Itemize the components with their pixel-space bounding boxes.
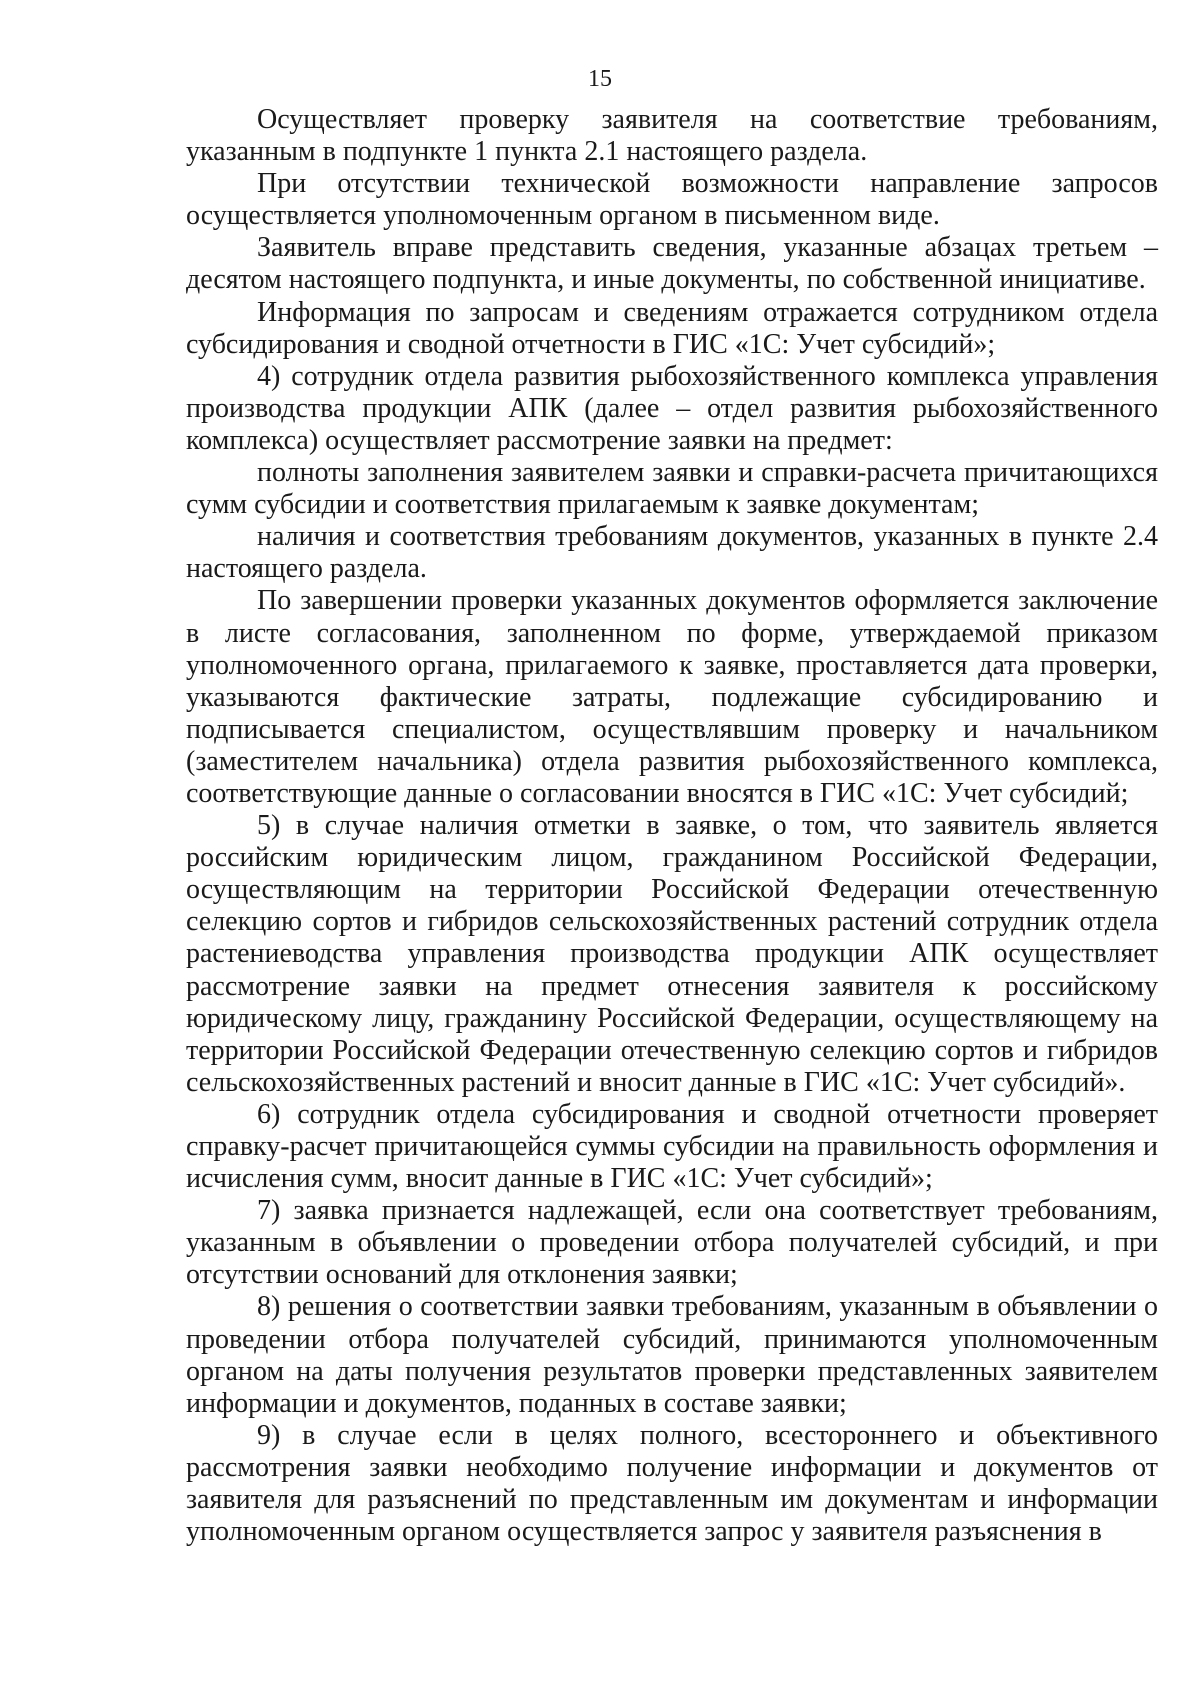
paragraph: По завершении проверки указанных документов оформляется заключение в листе согласования, заполненном по форме, утверждаемой приказом уполномоченного органа, прилагаемого к заявке, проставляется дата проверки, указываются фактические затраты, подлежащие субсидированию и подписывается специалистом, осуществлявшим проверку и начальником (заместителем начальника) отдела развития рыбохозяйственного комплекса, соответствующие данные о согласовании вносятся в ГИС «1С: Учет субсидий;: [186, 585, 1158, 809]
paragraph: полноты заполнения заявителем заявки и справки-расчета причитающихся сумм субсидии и соответствия прилагаемым к заявке документам;: [186, 457, 1158, 521]
paragraph: Информация по запросам и сведениям отражается сотрудником отдела субсидирования и сводной отчетности в ГИС «1С: Учет субсидий»;: [186, 296, 1158, 360]
page-number: 15: [588, 66, 612, 92]
paragraph: Заявитель вправе представить сведения, указанные абзацах третьем – десятом настоящего подпункта, и иные документы, по собственной инициативе.: [186, 232, 1158, 296]
paragraph: 5) в случае наличия отметки в заявке, о том, что заявитель является российским юридическим лицом, гражданином Российской Федерации, осуществляющим на территории Российской Федерации отечественную селекцию сортов и гибридов сельскохозяйственных растений сотрудник отдела растениеводства управления производства продукции АПК осуществляет рассмотрение заявки на предмет отнесения заявителя к российскому юридическому лицу, гражданину Российской Федерации, осуществляющему на территории Российской Федерации отечественную селекцию сортов и гибридов сельскохозяйственных растений и вносит данные в ГИС «1С: Учет субсидий».: [186, 810, 1158, 1098]
paragraph: 4) сотрудник отдела развития рыбохозяйственного комплекса управления производства продукции АПК (далее – отдел развития рыбохозяйственного комплекса) осуществляет рассмотрение заявки на предмет:: [186, 360, 1158, 456]
paragraph: При отсутствии технической возможности направление запросов осуществляется уполномоченным органом в письменном виде.: [186, 168, 1158, 232]
paragraph: 6) сотрудник отдела субсидирования и сводной отчетности проверяет справку-расчет причитающейся суммы субсидии на правильность оформления и исчисления сумм, вносит данные в ГИС «1С: Учет субсидий»;: [186, 1098, 1158, 1195]
paragraph: наличия и соответствия требованиям документов, указанных в пункте 2.4 настоящего раздела.: [186, 521, 1158, 585]
paragraph: 7) заявка признается надлежащей, если она соответствует требованиям, указанным в объявлении о проведении отбора получателей субсидий, и при отсутствии оснований для отклонения заявки;: [186, 1195, 1158, 1291]
document-body: [186, 104, 1158, 1548]
paragraph: 9) в случае если в целях полного, всестороннего и объективного рассмотрения заявки необходимо получение информации и документов от заявителя для разъяснений по представленным им документам и информации уполномоченным органом осуществляется запрос у заявителя разъяснения в: [186, 1419, 1158, 1548]
paragraph: Осуществляет проверку заявителя на соответствие требованиям, указанным в подпункте 1 пункта 2.1 настоящего раздела.: [186, 104, 1158, 168]
paragraph: 8) решения о соответствии заявки требованиям, указанным в объявлении о проведении отбора получателей субсидий, принимаются уполномоченным органом на даты получения результатов проверки представленных заявителем информации и документов, поданных в составе заявки;: [186, 1291, 1158, 1419]
